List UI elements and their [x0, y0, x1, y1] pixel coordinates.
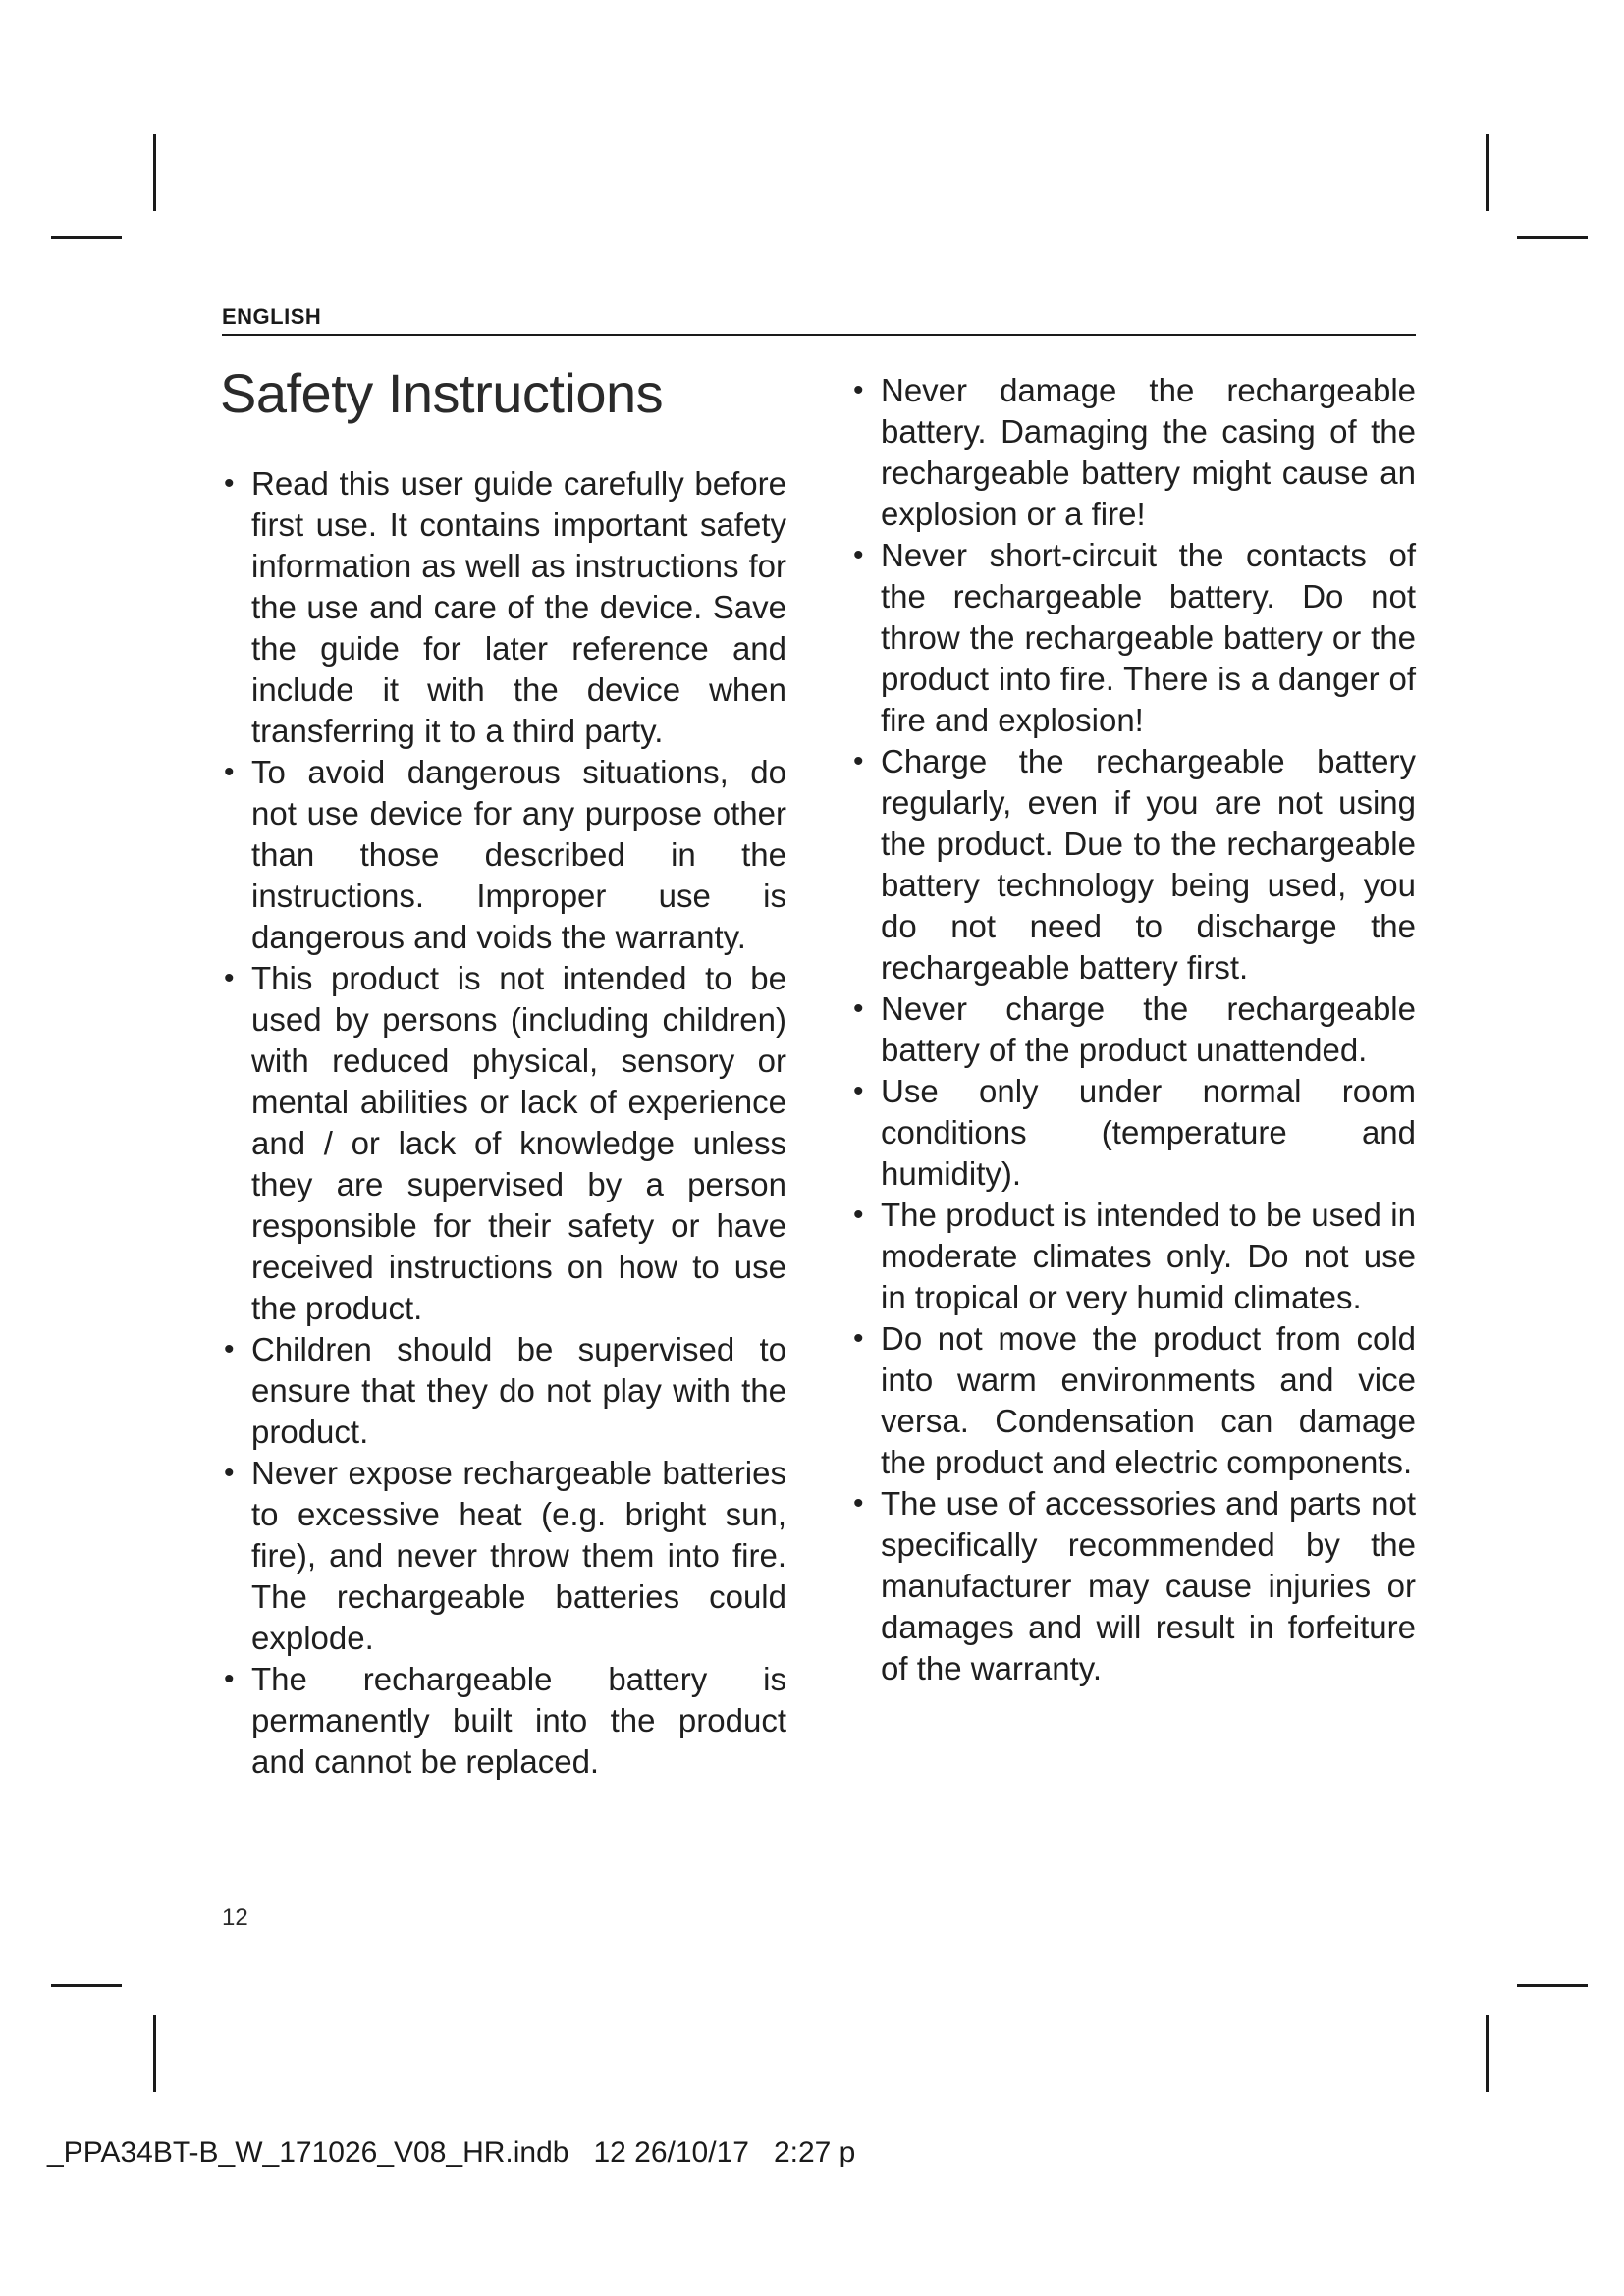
safety-item-text: Do not move the product from cold into warm environments and vice versa. Condensation can damage the product and electric components. — [881, 1320, 1416, 1480]
safety-item-text: Never expose rechargeable batteries to excessive heat (e.g. bright sun, fire), and never throw them into fire. The rechargeable batteries could explode. — [251, 1455, 786, 1656]
right-safety-list — [851, 370, 1416, 1689]
safety-list-item — [851, 741, 1416, 988]
bullet-icon: • — [853, 374, 864, 406]
safety-list-item — [222, 958, 786, 1329]
safety-item-text: The use of accessories and parts not specifically recommended by the manufacturer may cause injuries or damages and will result in forfeiture of the warranty. — [881, 1485, 1416, 1686]
crop-mark-bottom-left-vertical — [153, 2015, 156, 2092]
safety-list-item — [851, 1483, 1416, 1689]
bullet-icon: • — [224, 756, 235, 788]
bullet-icon: • — [853, 1322, 864, 1355]
header-divider — [222, 334, 1416, 336]
bullet-icon: • — [853, 1199, 864, 1231]
safety-list-item — [222, 463, 786, 752]
safety-list-item — [222, 1659, 786, 1783]
left-column — [222, 463, 786, 1783]
safety-item-text: Use only under normal room conditions (temperature and humidity). — [881, 1073, 1416, 1192]
bullet-icon: • — [853, 539, 864, 571]
safety-item-text: The product is intended to be used in moderate climates only. Do not use in tropical or very humid climates. — [881, 1197, 1416, 1315]
safety-item-text: Never charge the rechargeable battery of the product unattended. — [881, 990, 1416, 1068]
safety-item-text: To avoid dangerous situations, do not use device for any purpose other than those described in the instructions. Improper use is dangerous and voids the warranty. — [251, 754, 786, 955]
safety-item-text: This product is not intended to be used by persons (including children) with reduced physical, sensory or mental abilities or lack of experience and / or lack of knowledge unless they are supervised by a person responsible for their safety or have received instructions on how to use the product. — [251, 960, 786, 1326]
safety-list-item — [851, 1195, 1416, 1318]
bullet-icon: • — [853, 745, 864, 777]
safety-item-text: Children should be supervised to ensure that they do not play with the product. — [251, 1331, 786, 1450]
page-title: Safety Instructions — [220, 362, 664, 424]
bullet-icon: • — [224, 1663, 235, 1695]
safety-list-item — [222, 1329, 786, 1453]
safety-item-text: Never short-circuit the contacts of the rechargeable battery. Do not throw the rechargeable battery or the product into fire. There is a danger of fire and explosion! — [881, 537, 1416, 738]
safety-list-item — [851, 1071, 1416, 1195]
print-slug: _PPA34BT-B_W_171026_V08_HR.indb 12 26/10/17 2:27 p — [47, 2136, 856, 2168]
bullet-icon: • — [853, 992, 864, 1025]
crop-mark-top-right-vertical — [1486, 134, 1489, 211]
bullet-icon: • — [224, 1333, 235, 1365]
left-safety-list — [222, 463, 786, 1783]
safety-item-text: The rechargeable battery is permanently built into the product and cannot be replaced. — [251, 1661, 786, 1780]
crop-mark-bottom-right-vertical — [1486, 2015, 1489, 2092]
safety-list-item — [222, 1453, 786, 1659]
safety-item-text: Never damage the rechargeable battery. Damaging the casing of the rechargeable battery might cause an explosion or a fire! — [881, 372, 1416, 532]
page-number: 12 — [222, 1904, 248, 1931]
safety-item-text: Charge the rechargeable battery regularly, even if you are not using the product. Due to the rechargeable battery technology being used, you do not need to discharge the rechargeable battery first. — [881, 743, 1416, 986]
bullet-icon: • — [853, 1487, 864, 1520]
safety-list-item — [851, 988, 1416, 1071]
right-column — [851, 370, 1416, 1689]
safety-list-item — [851, 535, 1416, 741]
safety-list-item — [851, 1318, 1416, 1483]
language-label: ENGLISH — [222, 304, 322, 329]
crop-mark-top-left-horizontal — [51, 236, 122, 239]
bullet-icon: • — [853, 1075, 864, 1107]
crop-mark-top-right-horizontal — [1517, 236, 1588, 239]
safety-item-text: Read this user guide carefully before first use. It contains important safety information as well as instructions for the use and care of the device. Save the guide for later reference and include it with the device when transferring it to a third party. — [251, 465, 786, 749]
bullet-icon: • — [224, 467, 235, 500]
bullet-icon: • — [224, 1457, 235, 1489]
safety-list-item — [222, 752, 786, 958]
safety-list-item — [851, 370, 1416, 535]
crop-mark-top-left-vertical — [153, 134, 156, 211]
crop-mark-bottom-left-horizontal — [51, 1984, 122, 1987]
crop-mark-bottom-right-horizontal — [1517, 1984, 1588, 1987]
bullet-icon: • — [224, 962, 235, 994]
